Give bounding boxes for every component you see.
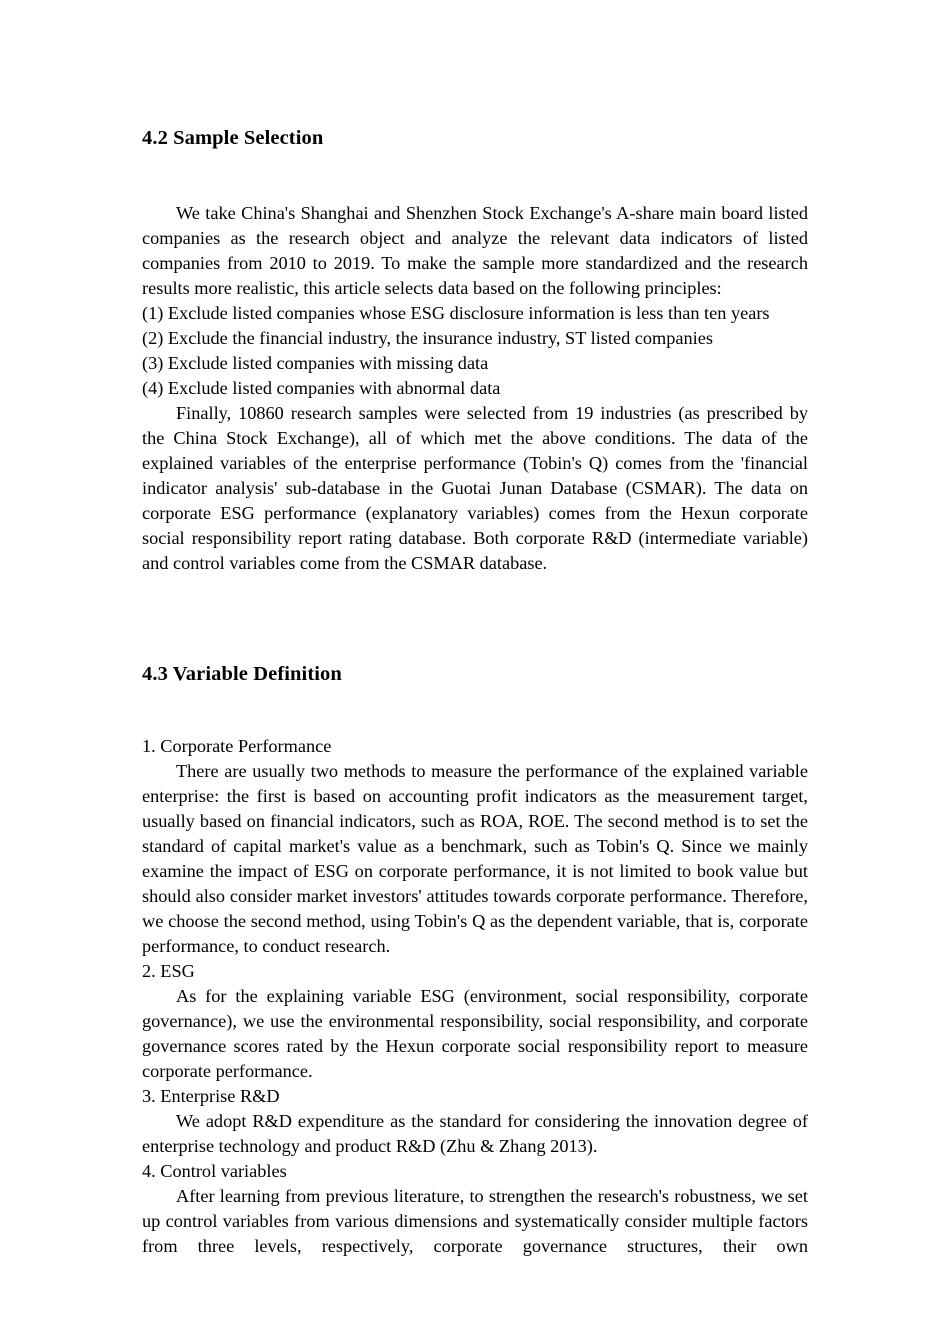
heading-bottom-spacer xyxy=(142,151,808,201)
heading-bottom-spacer-2 xyxy=(142,687,808,734)
list-item-principle-1: (1) Exclude listed companies whose ESG disclosure information is less than ten years xyxy=(142,303,770,323)
section-heading-variable-definition: 4.3 Variable Definition xyxy=(142,663,342,685)
list-item-enterprise-rd: 3. Enterprise R&D xyxy=(142,1086,280,1106)
section-gap-spacer xyxy=(142,576,808,662)
paragraph-control-variables: After learning from previous literature, to strengthen the research's robustness, we set up control variables from various dimensions and systematically consider multiple factors from three levels, respectively, corporate governance structures, their own xyxy=(142,1186,808,1256)
paragraph-esg: As for the explaining variable ESG (environment, social responsibility, corporate governance), we use the environmental responsibility, social responsibility, and corporate governance scores rated by the Hexun corporate social responsibility report to measure corporate performance. xyxy=(142,986,808,1081)
paragraph-enterprise-rd: We adopt R&D expenditure as the standard for considering the innovation degree of enterprise technology and product R&D (Zhu & Zhang 2013). xyxy=(142,1111,808,1156)
top-margin-spacer xyxy=(142,0,808,126)
section-heading-sample-selection: 4.2 Sample Selection xyxy=(142,127,324,149)
list-item-control-variables: 4. Control variables xyxy=(142,1161,287,1181)
list-item-esg: 2. ESG xyxy=(142,961,195,981)
list-item-principle-3: (3) Exclude listed companies with missing data xyxy=(142,353,489,373)
list-item-principle-2: (2) Exclude the financial industry, the insurance industry, ST listed companies xyxy=(142,328,713,348)
document-text-column xyxy=(142,0,808,1259)
paragraph-sample-intro: We take China's Shanghai and Shenzhen Stock Exchange's A-share main board listed companies as the research object and analyze the relevant data indicators of listed companies from 2010 to 2019. To make the sample more standardized and the research results more realistic, this article selects data based on the following principles: xyxy=(142,203,808,298)
list-item-principle-4: (4) Exclude listed companies with abnormal data xyxy=(142,378,501,398)
paragraph-sample-sources: Finally, 10860 research samples were selected from 19 industries (as prescribed by the China Stock Exchange), all of which met the above conditions. The data of the explained variables of the enterprise performance (Tobin's Q) comes from the 'financial indicator analysis' sub-database in the Guotai Junan Database (CSMAR). The data on corporate ESG performance (explanatory variables) comes from the Hexun corporate social responsibility report rating database. Both corporate R&D (intermediate variable) and control variables come from the CSMAR database. xyxy=(142,403,808,573)
paragraph-corporate-performance: There are usually two methods to measure the performance of the explained variable enterprise: the first is based on accounting profit indicators as the measurement target, usually based on financial indicators, such as ROA, ROE. The second method is to set the standard of capital market's value as a benchmark, such as Tobin's Q. Since we mainly examine the impact of ESG on corporate performance, it is not limited to book value but should also consider market investors' attitudes towards corporate performance. Therefore, we choose the second method, using Tobin's Q as the dependent variable, that is, corporate performance, to conduct research. xyxy=(142,761,808,956)
list-item-corporate-performance: 1. Corporate Performance xyxy=(142,736,332,756)
